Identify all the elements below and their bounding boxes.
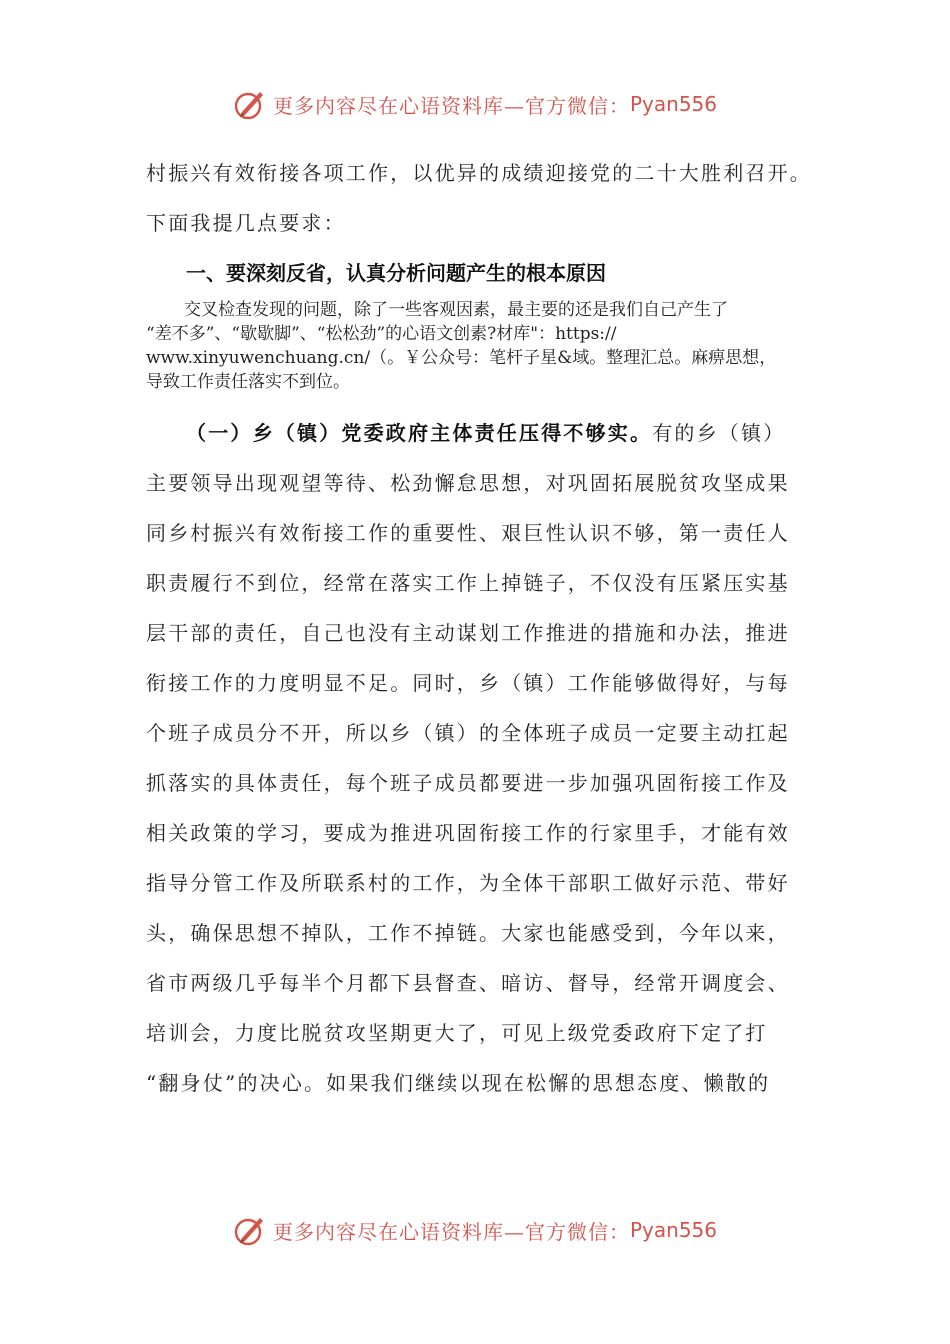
body-line: 层干部的责任，自己也没有主动谋划工作推进的措施和办法，推进 [146,621,790,645]
paragraph-line: www.xinyuwenchuang.cn/（。￥公众号：笔杆子星&域。整理汇总。麻痹思想， [146,348,777,368]
banner-text: 更多内容尽在心语资料库—官方微信： [272,93,630,118]
document-body [146,148,810,1108]
paragraph-line: 交叉检查发现的问题，除了一些客观因素，最主要的还是我们自己产生了 [184,300,728,320]
banner-text: 更多内容尽在心语资料库—官方微信： [272,1219,630,1244]
body-line: “翻身仗”的决心。如果我们继续以现在松懈的思想态度、懒散的 [146,1071,771,1095]
banner-wechat-id: Pyan556 [629,1218,717,1242]
banner-wechat-id: Pyan556 [629,92,717,116]
body-line: 个班子成员分不开，所以乡（镇）的全体班子成员一定要主动扛起 [146,721,790,745]
paragraph-line: 导致工作责任落实不到位。 [146,372,350,392]
body-line: 指导分管工作及所联系村的工作，为全体干部职工做好示范、带好 [146,871,790,895]
subsection-heading: （一）乡（镇）党委政府主体责任压得不够实。 [186,421,653,445]
section-heading: 一、要深刻反省，认真分析问题产生的根本原因 [186,261,606,285]
body-line: 衔接工作的力度明显不足。同时，乡（镇）工作能够做得好，与每 [146,671,790,695]
body-line: 下面我提几点要求： [146,211,346,235]
quill-pen-logo-icon [233,87,267,121]
body-line: 同乡村振兴有效衔接工作的重要性、艰巨性认识不够，第一责任人 [146,521,790,545]
header-banner [0,84,950,124]
inserted-paragraph [146,298,810,394]
body-line: 职责履行不到位，经常在落实工作上掉链子，不仅没有压紧压实基 [146,571,790,595]
paragraph-line: “差不多”、“歇歇脚”、“松松劲”的心语文创素?材库"：https:// [146,324,617,344]
body-line: 头，确保思想不掉队，工作不掉链。大家也能感受到，今年以来， [146,921,790,945]
body-line: 抓落实的具体责任，每个班子成员都要进一步加强巩固衔接工作及 [146,771,790,795]
body-line: 主要领导出现观望等待、松劲懈怠思想，对巩固拓展脱贫攻坚成果 [146,471,790,495]
body-line: 村振兴有效衔接各项工作，以优异的成绩迎接党的二十大胜利召开。 [146,161,812,185]
body-line: 省市两级几乎每半个月都下县督查、暗访、督导，经常开调度会、 [146,971,790,995]
quill-pen-logo-icon [233,1213,267,1247]
subsection-heading-line [146,408,810,458]
footer-banner [0,1210,950,1250]
subsection-text: 有的乡（镇） [652,421,786,445]
body-line: 相关政策的学习，要成为推进巩固衔接工作的行家里手，才能有效 [146,821,790,845]
body-line: 培训会，力度比脱贫攻坚期更大了，可见上级党委政府下定了打 [146,1021,768,1045]
